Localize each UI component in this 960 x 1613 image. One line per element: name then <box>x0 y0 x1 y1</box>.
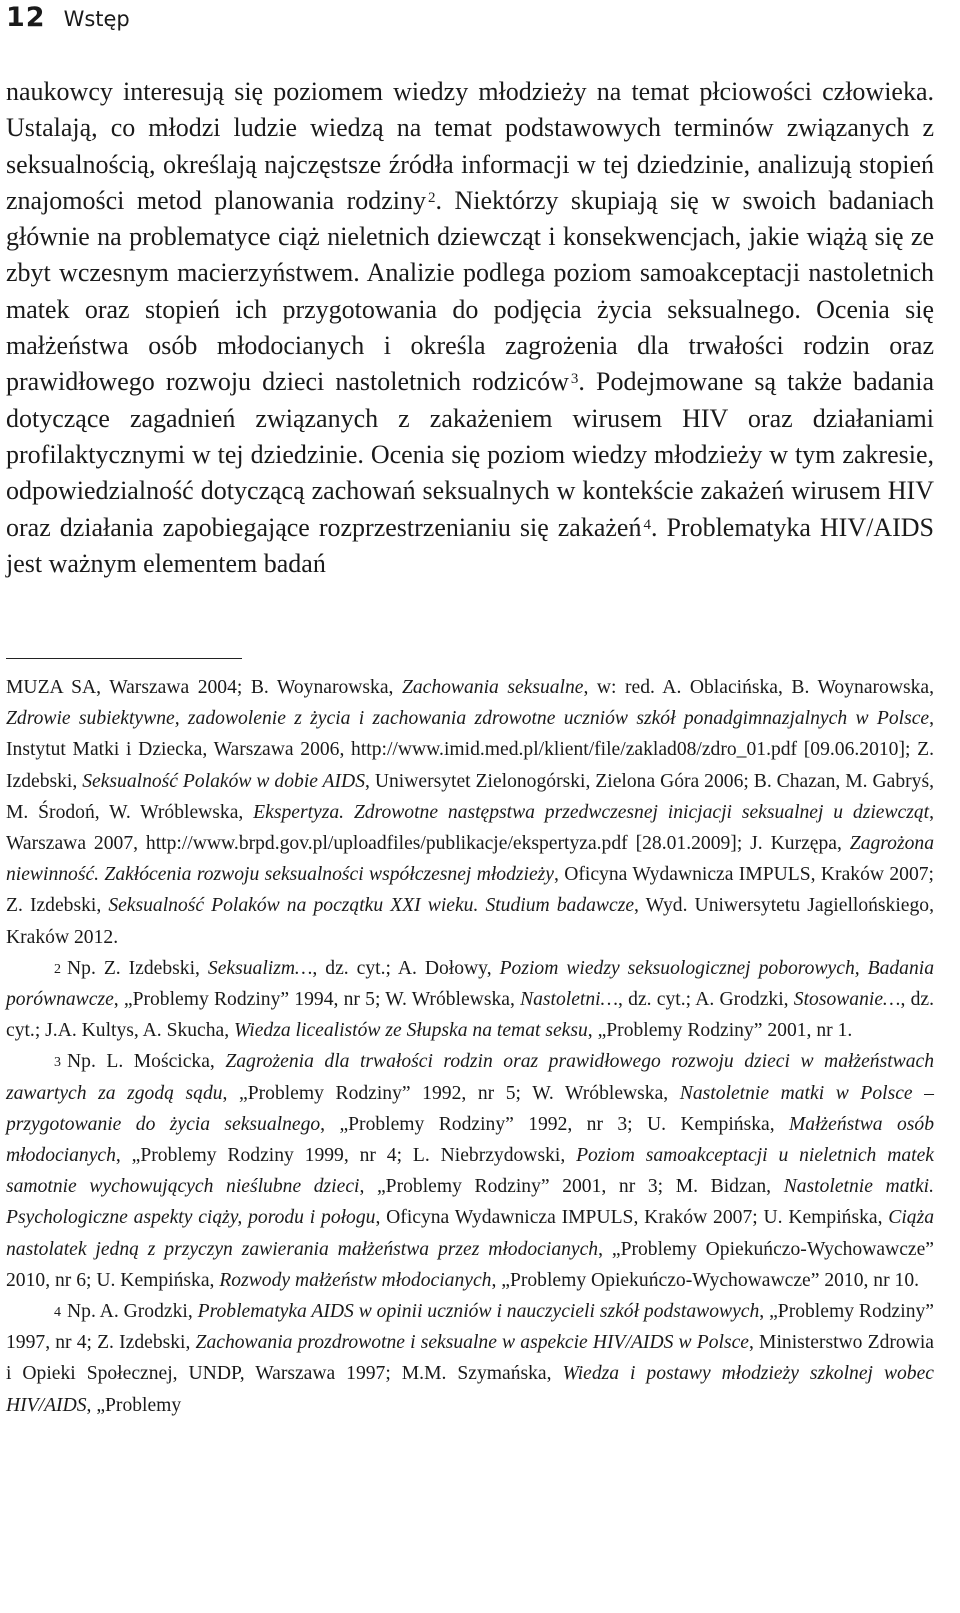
fn2-title: Nastoletni… <box>520 989 619 1011</box>
footnote-3-marker: 3 <box>54 1055 61 1071</box>
footnote-1-continued <box>6 672 934 953</box>
fn1-title: Zdrowie subiektywne, zadowolenie z życia i zachowania zdrowotne uczniów szkół ponadgimnazjalnych w Polsce <box>6 708 930 730</box>
fn2-text: , „Problemy Rodziny” 2001, nr 1. <box>587 1020 853 1042</box>
fn1-text-with-link: , Instytut Matki i Dziecka, Warszawa 2006, http://www.imid.med.pl/klient/file/zaklad08/zdro_01.pdf [09.06.2010]; Z. Izdebski, <box>6 708 934 792</box>
footnote-4 <box>6 1296 934 1421</box>
fn1-title: Seksualność Polaków w dobie AIDS <box>82 770 365 792</box>
fn4-text: , „Problemy Rodziny” 1997, nr 4; Z. Izdebski, <box>6 1301 934 1354</box>
fn2-text: , „Problemy Rodziny” 1994, nr 5; W. Wróblewska, <box>113 989 521 1011</box>
fn3-title: Zagrożenia dla trwałości rodzin oraz prawidłowego rozwoju dzieci w małżeństwach zawartych za zgodą sądu <box>6 1051 934 1104</box>
fn1-title: Zagrożona niewinność. Zakłócenia rozwoju seksualności współczesnej młodzieży <box>6 833 934 886</box>
page-number: 12 <box>6 2 46 33</box>
footnote-2 <box>6 953 934 1047</box>
fn3-title: Poziom samoakceptacji u nieletnich matek samotnie wychowujących nieślubne dzieci <box>6 1145 934 1198</box>
fn3-text: , „Problemy Opiekuńczo-Wychowawcze” 2010, nr 10. <box>491 1269 920 1291</box>
fn1-text-with-link: , Warszawa 2007, http://www.brpd.gov.pl/uploadfiles/publikacje/ekspertyza.pdf [28.01.2009]; J. Kurzępa, <box>6 801 934 855</box>
body-text-part-1: naukowcy interesują się poziomem wiedzy młodzieży na temat płciowości człowieka. Ustalają, co młodzi ludzie wiedzą na temat podstawowych terminów związanych z seksualnością, określają najczęstsze źródła informacji w tej dziedzinie, analizują stopień znajomości metod planowania rodziny <box>6 77 934 215</box>
fn3-text: , „Problemy Rodziny 1999, nr 4; L. Niebrzydowski, <box>115 1145 577 1167</box>
footnote-reference-4[interactable]: 4 <box>643 516 651 533</box>
footnote-reference-3[interactable]: 3 <box>570 371 579 388</box>
fn1-text: , Uniwersytet Zielonogórski, Zielona Góra 2006; B. Chazan, M. Gabryś, M. Środoń, W. Wróblewska, <box>6 770 934 823</box>
fn1-title: Zachowania seksualne <box>401 677 584 698</box>
fn3-text: , „Problemy Rodziny” 2001, nr 3; M. Bidzan, <box>359 1176 784 1198</box>
running-title: Wstęp <box>63 7 130 31</box>
fn3-text: , „Problemy Rodziny” 1992, nr 5; W. Wróblewska, <box>222 1082 680 1104</box>
fn3-text: , „Problemy Rodziny” 1992, nr 3; U. Kempińska, <box>320 1113 789 1135</box>
fn4-text: , „Problemy <box>86 1394 182 1416</box>
fn1-text: MUZA SA, Warszawa 2004; B. Woynarowska, <box>6 677 402 698</box>
fn3-title: Nastoletnie matki. Psychologiczne aspekty ciąży, porodu i połogu <box>6 1176 934 1229</box>
fn3-text: Np. L. Mościcka, <box>67 1051 226 1073</box>
fn1-text: , w: red. A. Oblacińska, B. Woynarowska, <box>583 677 934 698</box>
footnote-2-marker: 2 <box>54 961 61 977</box>
fn1-text: , Oficyna Wydawnicza IMPULS, Kraków 2007; Z. Izdebski, <box>6 864 934 917</box>
footnote-3 <box>6 1046 934 1296</box>
fn3-title: Nastoletnie matki w Polsce – przygotowanie do życia seksualnego <box>6 1082 934 1135</box>
fn4-text: , Ministerstwo Zdrowia i Opieki Społecznej, UNDP, Warszawa 1997; M.M. Szymańska, <box>6 1332 934 1385</box>
fn2-title: Stosowanie… <box>793 989 901 1011</box>
fn2-title: Wiedza licealistów ze Słupska na temat seksu <box>234 1020 588 1042</box>
body-text-part-2: . Niektórzy skupiają się w swoich badaniach głównie na problematyce ciąż nieletnich dziewcząt i konsekwencjach, jakie wiążą się ze zbyt wczesnym macierzyństwem. Analizie podlega poziom samoakceptacji nastoletnich matek oraz stopień ich przygotowania do podjęcia życia seksualnego. Ocenia się małżeństwa osób młodocianych i określa zagrożenia dla trwałości rodzin oraz prawidłowego rozwoju dzieci nastoletnich rodziców <box>6 185 935 397</box>
fn2-title: Poziom wiedzy seksuologicznej poborowych, Badania porównawcze <box>6 957 935 1011</box>
fn4-title: Zachowania prozdrowotne i seksualne w aspekcie HIV/AIDS w Polsce <box>195 1332 749 1354</box>
fn1-title: Ekspertyza. Zdrowotne następstwa przedwczesnej inicjacji seksualnej u dziewcząt <box>253 801 930 823</box>
page-header <box>6 2 130 38</box>
fn2-text: , dz. cyt.; J.A. Kultys, A. Skucha, <box>6 989 934 1042</box>
fn1-title: Seksualność Polaków na początku XXI wieku. Studium badawcze <box>108 895 635 917</box>
fn3-title: Rozwody małżeństw młodocianych <box>219 1269 492 1291</box>
fn3-title: Małżeństwa osób młodocianych <box>6 1113 935 1167</box>
body-text-part-3: . Podejmowane są także badania dotyczące zagadnień związanych z zakażeniem wirusem HIV oraz działaniami profilaktycznymi w tej dziedzinie. Ocenia się poziom wiedzy młodzieży w tym zakresie, odpowiedzialność dotyczącą zachowań seksualnych w kontekście zakażeń wirusem HIV oraz działania zapobiegające rozprzestrzenianiu się zakażeń <box>6 367 934 542</box>
fn2-title: Seksualizm… <box>207 957 313 979</box>
fn3-text: , „Problemy Opiekuńczo-Wychowawcze” 2010, nr 6; U. Kempińska, <box>6 1238 935 1291</box>
fn3-title: Ciąża nastolatek jedną z przyczyn zawierania małżeństwa przez młodocianych <box>6 1207 934 1260</box>
fn1-text: , Wyd. Uniwersytetu Jagiellońskiego, Kraków 2012. <box>6 895 934 948</box>
fn2-text: Np. Z. Izdebski, <box>67 957 208 979</box>
fn2-text: , dz. cyt.; A. Grodzki, <box>618 989 794 1011</box>
fn4-title: Problematyka AIDS w opinii uczniów i nauczycieli szkół podstawowych <box>197 1301 760 1323</box>
footnote-separator <box>6 658 242 659</box>
footnote-4-marker: 4 <box>54 1305 61 1321</box>
fn4-text: Np. A. Grodzki, <box>67 1301 198 1323</box>
footnote-reference-2[interactable]: 2 <box>428 189 436 206</box>
fn2-text: , dz. cyt.; A. Dołowy, <box>312 957 500 979</box>
fn3-text: , Oficyna Wydawnicza IMPULS, Kraków 2007; U. Kempińska, <box>375 1207 889 1229</box>
body-text-part-4: . Problematyka HIV/AIDS jest ważnym elementem badań <box>6 512 934 578</box>
main-paragraph <box>6 74 934 582</box>
footnotes <box>6 672 934 1421</box>
fn4-title: Wiedza i postawy młodzieży szkolnej wobec HIV/AIDS <box>6 1363 934 1416</box>
